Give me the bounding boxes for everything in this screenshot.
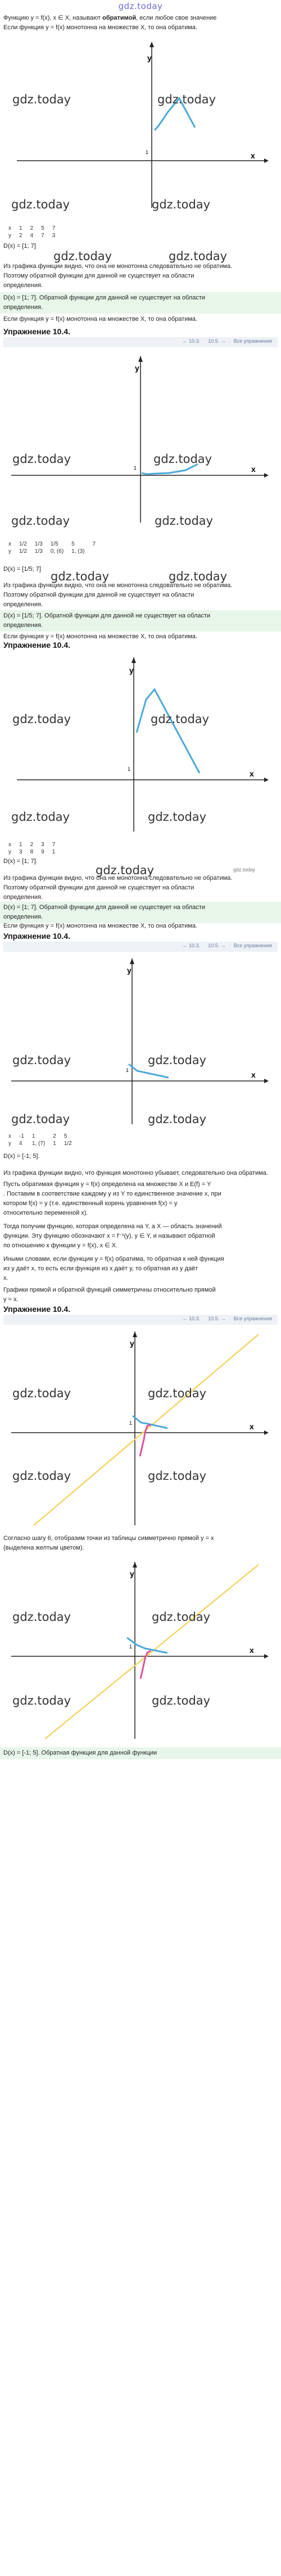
watermark: gdz.today [148,1112,207,1126]
watermark: gdz.today [148,810,207,824]
watermark: gdz.today [152,1610,211,1624]
inverse-function-line [140,1425,151,1456]
watermark: gdz.today [148,1469,207,1483]
exercise-nav [3,1315,278,1325]
all-exercises-link[interactable]: Все упражнения [233,1316,272,1321]
watermark: gdz.today [148,1387,207,1400]
text-3c: определения. [3,894,43,901]
theory-6: по отношению к функции y = f(x), x ∈ X. [3,1242,118,1249]
text-1a: Из графика функции видно, что она не монотонна следовательно не обратима. [3,263,233,270]
answer-text: D(x) = [1; 7]. Обратной функции для данной не существует на области [3,294,206,301]
domain-1: D(x) = [1; 7] [3,243,36,249]
text-2b: Поэтому обратной функции для данной не существует на области [3,592,194,598]
values-table-1: x 1 2 5 7 y 2 4 7 3 [8,225,56,239]
svg-text:y: y [127,966,132,975]
exercise-title: Упражнение 10.4. [3,327,71,336]
watermark: gdz.today [12,1053,71,1067]
watermark: gdz.today [12,93,71,106]
watermark: gdz.today [148,1053,207,1067]
graph-2 [0,348,281,528]
watermark: gdz.today [152,1694,211,1707]
watermark: gdz.today [169,249,228,263]
svg-text:x: x [251,465,256,474]
all-exercises-link[interactable]: Все упражнения [233,943,272,948]
theory-8: из y даёт x, то есть если функция из x даёт y, то обратная из y даёт [3,1265,198,1272]
theory-0: Пусть обратимая функция y = f(x) определена на множестве X и E(f) = Y [3,1181,211,1188]
theory-1: . Поставим в соответствие каждому y из Y то единственное значение x, при [3,1191,221,1197]
prev-link[interactable]: ← 10.3. [182,338,201,344]
theory-3: относительно переменной x). [3,1210,88,1216]
svg-text:x: x [250,1422,254,1431]
text-3b: Поэтому обратной функции для данной не существует на области [3,884,194,891]
domain-3: D(x) = [1; 7]. [3,858,38,865]
watermark: gdz.today [152,198,211,211]
graph-5 [0,1326,281,1528]
watermark: gdz.today [12,452,71,466]
prev-link[interactable]: ← 10.3. [182,943,201,948]
text-3a: Из графика функции видно, что она не монотонна следовательно не обратима. [3,875,233,882]
exercise-nav [3,337,278,347]
watermark: gdz.today [151,712,210,726]
exercise-title: Упражнение 10.4. [3,932,71,941]
watermark: gdz.today [12,1469,71,1483]
answer-text: D(x) = [-1; 5]. Обратная функция для данной функции [3,1750,157,1756]
x-axis-label: x [251,151,255,160]
svg-text:y: y [130,1339,134,1348]
svg-text:1: 1 [128,766,131,772]
after-text-2: (выделена желтым цветом). [3,1544,84,1551]
intro-text: Функцию y = f(x), x ∈ X, называют [3,15,103,21]
watermark: gdz.today [11,198,70,211]
intro-line-1 [3,13,278,23]
svg-text:1: 1 [134,465,137,471]
svg-text:1: 1 [129,1420,133,1426]
values-table-2: x 1/2 1/3 1/5 5 7 y 1/2 1/3 0, (6) 1, (3) [8,541,96,555]
graph-1 [0,34,281,213]
watermark: gdz.today [53,249,112,263]
theory-5: функции. Эту функцию обозначают x = f⁻¹(y), y ∈ Y, и называют обратной [3,1233,215,1239]
watermark: gdz.today [153,452,212,466]
theory-9: x. [3,1275,8,1282]
answer-highlight-3 [0,902,281,923]
watermark: gdz.today [11,810,70,824]
exercise-title: Упражнение 10.4. [3,1305,71,1314]
watermark: gdz.today [169,570,228,583]
intro-line-2: Если функция y = f(x) монотонна на множестве X, то она обратима. [3,24,198,31]
text-1b: Поэтому обратной функции для данной не существует на области [3,272,194,279]
exercise-title: Упражнение 10.4. [3,640,71,649]
intro-text-end: , если любое свое значение [136,15,217,21]
theory-7: Иными словами, если функция y = f(x) обратима, то обратная к ней функция [3,1256,224,1262]
theory-10: Графики прямой и обратной функций симметричны относительно прямой [3,1287,216,1293]
text-1c: определения. [3,282,43,289]
intro-repeat: Если функция y = f(x) монотонна на множестве X, то она обратима. [3,316,198,322]
svg-text:x: x [250,1646,254,1655]
graph-6 [0,1556,281,1742]
values-table-4: x -1 1 2 5 y 4 1, (7) 1 1/2 [8,1133,72,1147]
text-2c: определения. [3,601,43,608]
answer-highlight-1 [0,292,281,314]
all-exercises-link[interactable]: Все упражнения [233,338,272,344]
intro-repeat: Если функция y = f(x) монотонна на множестве X, то она обратима. [3,923,198,929]
watermark: gdz.today [51,570,110,583]
next-link[interactable]: 10.5. → [208,1316,226,1321]
watermark: gdz.today [12,1694,71,1707]
after-text-1: Согласно шагу 6, отобразим точки из таблицы симметрично прямой y = x [3,1535,214,1542]
intro-bold: обратимой [102,15,137,21]
watermark: gdz.today [12,1387,71,1400]
next-link[interactable]: 10.5. → [208,943,226,948]
text-2a: Из графика функции видно, что она не монотонна следовательно не обратима. [3,582,233,589]
intro-repeat: Если функция y = f(x) монотонна на множестве X, то она обратима. [3,633,198,640]
graph-3 [0,652,281,837]
values-table-3: x 1 2 3 7 y 3 8 9 1 [8,842,56,855]
text-4a: Из графика функции видно, что функция монотонно убывает, следовательно она обратима. [3,1170,268,1176]
exercise-nav [3,942,278,952]
svg-text:x: x [251,1070,256,1079]
answer-text-end: определения. [3,914,43,920]
answer-highlight-2 [0,610,281,631]
answer-highlight-5 [0,1747,281,1759]
theory-11: y = x. [3,1296,19,1303]
answer-text: D(x) = [1; 7]. Обратной функции для данной не существует на области [3,904,206,911]
watermark: gdz.today [12,1610,71,1624]
domain-2: D(x) = [1/5; 7] [3,566,41,573]
svg-text:y: y [135,364,139,372]
site-title[interactable]: gdz.today [118,1,163,11]
theory-2: котором f(x) = y (т.е. единственный корень уравнения f(x) = y [3,1200,178,1207]
y-axis-arrow [149,42,154,47]
prev-link[interactable]: ← 10.3. [182,1316,201,1321]
watermark: gdz.today [12,712,71,726]
answer-text-end: определения. [3,304,43,311]
watermark: gdz.today [11,1112,70,1126]
x-axis-arrow [264,158,269,163]
watermark: gdz.today [157,93,216,106]
svg-text:x: x [250,769,254,778]
graph-4 [0,953,281,1127]
svg-text:1: 1 [129,1644,133,1650]
svg-text:1: 1 [126,1067,129,1073]
svg-text:y: y [129,666,134,675]
unit-label: 1 [146,149,149,155]
y-axis-label: y [147,53,152,62]
theory-4: Тогда получим функцию, которая определена на Y, а X — область значений [3,1223,222,1230]
small-watermark: gdz.today [233,867,256,873]
answer-text: D(x) = [1/5; 7]. Обратной функции для данной не существует на области [3,612,211,619]
domain-4: D(x) = [-1; 5]. [3,1153,40,1160]
function-line [137,689,200,773]
next-link[interactable]: 10.5. → [208,338,226,344]
answer-text-end: определения. [3,622,43,629]
watermark: gdz.today [155,514,214,528]
watermark: gdz.today [96,864,155,877]
svg-text:y: y [130,1569,134,1578]
watermark: gdz.today [11,514,70,528]
